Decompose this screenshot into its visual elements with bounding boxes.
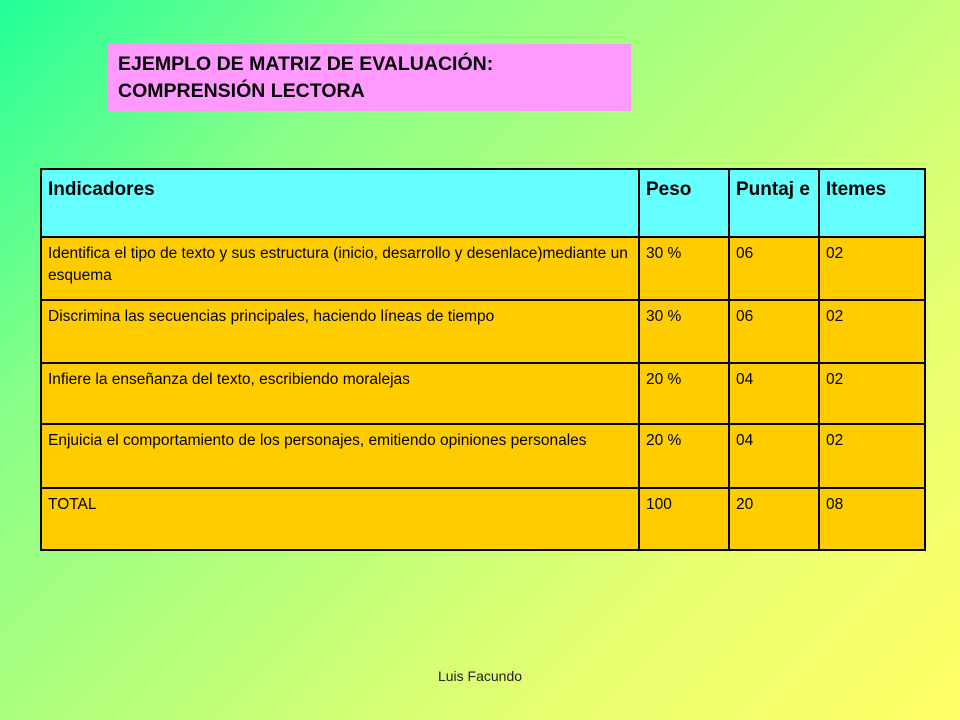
cell-indicador: Infiere la enseñanza del texto, escribiendo moralejas <box>41 363 639 424</box>
cell-total-label: TOTAL <box>41 488 639 550</box>
cell-peso: 20 % <box>639 363 729 424</box>
cell-puntaje: 06 <box>729 300 819 363</box>
evaluation-matrix-table <box>40 168 926 551</box>
cell-itemes: 02 <box>819 237 925 300</box>
cell-itemes: 02 <box>819 300 925 363</box>
cell-peso: 30 % <box>639 300 729 363</box>
table-total-row <box>41 488 925 550</box>
cell-indicador: Enjuicia el comportamiento de los personajes, emitiendo opiniones personales <box>41 424 639 488</box>
cell-puntaje: 04 <box>729 424 819 488</box>
slide-title <box>108 44 631 111</box>
cell-puntaje: 06 <box>729 237 819 300</box>
table-header-row <box>41 169 925 237</box>
title-line-1: EJEMPLO DE MATRIZ DE EVALUACIÓN: <box>118 53 494 75</box>
cell-itemes: 02 <box>819 424 925 488</box>
cell-total-puntaje: 20 <box>729 488 819 550</box>
cell-peso: 30 % <box>639 237 729 300</box>
header-puntaje: Puntaj e <box>729 169 819 237</box>
cell-total-itemes: 08 <box>819 488 925 550</box>
table-row <box>41 300 925 363</box>
table-row <box>41 363 925 424</box>
footer-author: Luis Facundo <box>437 668 523 684</box>
cell-indicador: Identifica el tipo de texto y sus estructura (inicio, desarrollo y desenlace)mediante un esquema <box>41 237 639 300</box>
cell-total-peso: 100 <box>639 488 729 550</box>
title-line-2: COMPRENSIÓN LECTORA <box>118 80 365 102</box>
header-peso: Peso <box>639 169 729 237</box>
table-row <box>41 424 925 488</box>
table-row <box>41 237 925 300</box>
header-indicadores: Indicadores <box>41 169 639 237</box>
header-itemes: Itemes <box>819 169 925 237</box>
cell-itemes: 02 <box>819 363 925 424</box>
cell-peso: 20 % <box>639 424 729 488</box>
cell-indicador: Discrimina las secuencias principales, haciendo líneas de tiempo <box>41 300 639 363</box>
cell-puntaje: 04 <box>729 363 819 424</box>
